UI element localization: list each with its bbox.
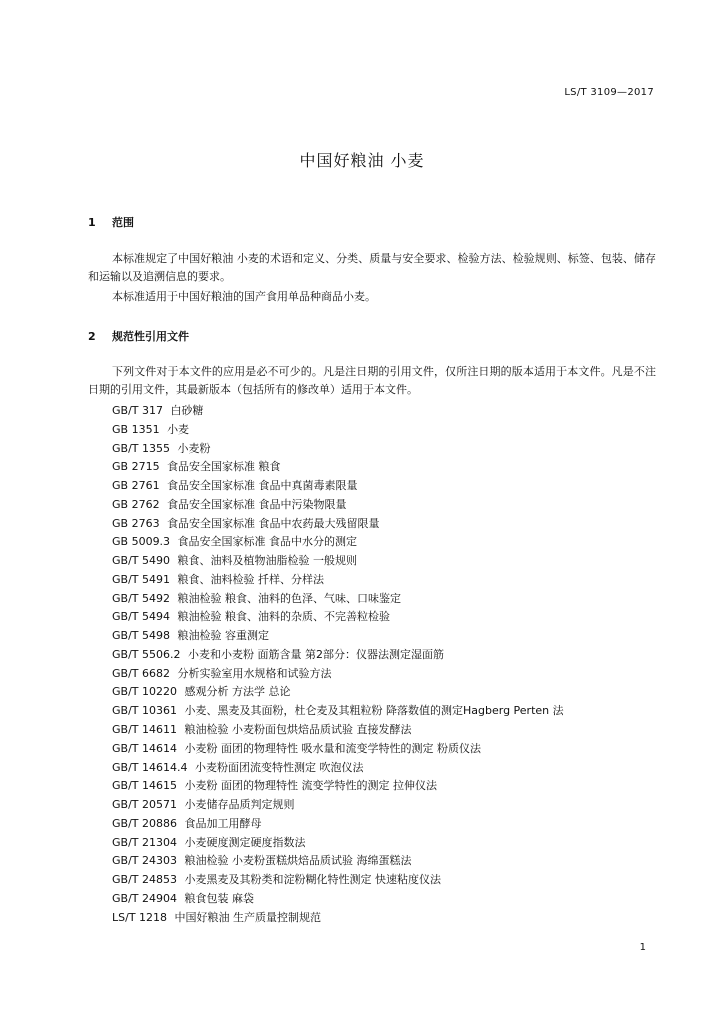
- reference-code: GB/T 317: [112, 404, 163, 417]
- reference-item: [112, 777, 564, 796]
- reference-item: [112, 834, 564, 853]
- reference-title: 粮食、油料检验 扦样、分样法: [177, 572, 324, 586]
- reference-item: [112, 759, 564, 778]
- reference-item: [112, 571, 564, 590]
- reference-code: GB/T 5494: [112, 610, 170, 624]
- normative-reference-list: [112, 402, 564, 927]
- reference-title: 小麦粉: [177, 441, 211, 455]
- reference-item: [112, 871, 564, 890]
- reference-code: GB 5009.3: [112, 535, 171, 549]
- reference-title: 食品安全国家标准 食品中水分的测定: [177, 535, 358, 549]
- reference-title: 粮食、油料及植物油脂检验 一般规则: [177, 554, 357, 568]
- reference-title: 食品安全国家标准 粮食: [167, 460, 281, 474]
- reference-code: GB/T 5490: [112, 554, 170, 568]
- reference-code: GB 2763: [112, 516, 160, 530]
- reference-title: 小麦和小麦粉 面筋含量 第2部分：仪器法测定湿面筋: [187, 647, 444, 661]
- reference-title: 分析实验室用水规格和试验方法: [177, 666, 332, 680]
- reference-item: [112, 796, 564, 815]
- reference-code: GB/T 5491: [112, 572, 170, 586]
- standard-code: LS/T 3109—2017: [564, 87, 654, 98]
- section-2-heading: [88, 328, 189, 344]
- reference-item: [112, 590, 564, 609]
- reference-title: 小麦黑麦及其粉类和淀粉糊化特性测定 快速粘度仪法: [184, 873, 441, 887]
- reference-code: GB/T 20886: [112, 816, 177, 830]
- section-2-number: 2: [88, 330, 96, 343]
- reference-title: 食品加工用酵母: [184, 816, 262, 830]
- reference-code: GB/T 1355: [112, 441, 170, 455]
- reference-code: GB/T 14611: [112, 723, 177, 737]
- reference-item: [112, 683, 564, 702]
- reference-title: 粮食包装 麻袋: [184, 891, 254, 905]
- reference-code: GB/T 24303: [112, 854, 177, 868]
- reference-title: 感观分析 方法学 总论: [184, 685, 291, 699]
- section-2-title: 规范性引用文件: [112, 330, 189, 343]
- reference-item: [112, 515, 564, 534]
- reference-code: GB/T 5492: [112, 591, 170, 605]
- section-1-paragraph-1: 本标准规定了中国好粮油 小麦的术语和定义、分类、质量与安全要求、检验方法、检验规则、标签、包装、储存和运输以及追溯信息的要求。: [88, 252, 656, 283]
- reference-item: [112, 890, 564, 909]
- reference-title: 小麦硬度测定硬度指数法: [184, 835, 306, 849]
- page-number: 1: [639, 942, 646, 953]
- reference-title: 粮油检验 粮食、油料的色泽、气味、口味鉴定: [177, 591, 401, 605]
- reference-item: [112, 552, 564, 571]
- reference-code: GB/T 10361: [112, 704, 177, 718]
- section-1-number: 1: [88, 216, 96, 229]
- section-1-heading: [88, 214, 134, 230]
- reference-title: 食品安全国家标准 食品中农药最大残留限量: [167, 516, 380, 530]
- reference-code: GB/T 21304: [112, 835, 177, 849]
- reference-code: GB/T 5498: [112, 629, 170, 643]
- section-1-title: 范围: [112, 216, 134, 229]
- reference-code: GB/T 14614: [112, 741, 177, 755]
- reference-code: GB/T 14614.4: [112, 760, 188, 774]
- reference-title: 小麦粉 面团的物理特性 吸水量和流变学特性的测定 粉质仪法: [184, 741, 481, 755]
- reference-item: [112, 627, 564, 646]
- reference-item: [112, 702, 564, 721]
- reference-code: GB 1351: [112, 422, 160, 436]
- reference-title: 粮油检验 小麦粉蛋糕烘焙品质试验 海绵蛋糕法: [184, 854, 412, 868]
- reference-code: GB 2762: [112, 497, 160, 511]
- reference-item: [112, 721, 564, 740]
- reference-title: 小麦储存品质判定规则: [184, 798, 295, 812]
- reference-item: [112, 533, 564, 552]
- reference-title: 小麦、黑麦及其面粉，杜仑麦及其粗粒粉 降落数值的测定Hagberg Perten 法: [184, 704, 564, 718]
- reference-code: GB 2715: [112, 460, 160, 474]
- reference-title: 小麦粉 面团的物理特性 流变学特性的测定 拉伸仪法: [184, 779, 437, 793]
- reference-item: [112, 496, 564, 515]
- reference-title: 食品安全国家标准 食品中真菌毒素限量: [167, 479, 358, 493]
- reference-title: 粮油检验 容重测定: [177, 629, 269, 643]
- reference-code: GB/T 14615: [112, 779, 177, 793]
- reference-title: 小麦: [167, 422, 190, 436]
- section-1-paragraph-2: 本标准适用于中国好粮油的国产食用单品种商品小麦。: [112, 290, 376, 303]
- reference-code: GB/T 24853: [112, 873, 177, 887]
- reference-title: 粮油检验 粮食、油料的杂质、不完善粒检验: [177, 610, 390, 624]
- reference-code: GB 2761: [112, 479, 160, 493]
- document-title: 中国好粮油 小麦: [299, 151, 425, 170]
- reference-item: [112, 402, 564, 421]
- reference-item: [112, 421, 564, 440]
- reference-item: [112, 740, 564, 759]
- reference-item: [112, 909, 564, 928]
- reference-item: [112, 646, 564, 665]
- reference-code: GB/T 20571: [112, 798, 177, 812]
- reference-item: [112, 665, 564, 684]
- reference-item: [112, 477, 564, 496]
- reference-item: [112, 815, 564, 834]
- reference-title: 中国好粮油 生产质量控制规范: [174, 910, 322, 924]
- reference-code: GB/T 24904: [112, 891, 177, 905]
- reference-title: 小麦粉面团流变特性测定 吹泡仪法: [194, 760, 364, 774]
- section-2-paragraph-1: 下列文件对于本文件的应用是必不可少的。凡是注日期的引用文件，仅所注日期的版本适用于本文件。凡是不注日期的引用文件，其最新版本（包括所有的修改单）适用于本文件。: [88, 365, 656, 396]
- reference-item: [112, 852, 564, 871]
- reference-title: 粮油检验 小麦粉面包烘焙品质试验 直接发酵法: [184, 723, 412, 737]
- reference-item: [112, 458, 564, 477]
- reference-code: GB/T 10220: [112, 685, 177, 699]
- reference-code: LS/T 1218: [112, 910, 168, 924]
- reference-item: [112, 608, 564, 627]
- reference-code: GB/T 6682: [112, 666, 170, 680]
- reference-title: 白砂糖: [170, 404, 204, 417]
- reference-code: GB/T 5506.2: [112, 647, 181, 661]
- reference-item: [112, 440, 564, 459]
- reference-title: 食品安全国家标准 食品中污染物限量: [167, 497, 347, 511]
